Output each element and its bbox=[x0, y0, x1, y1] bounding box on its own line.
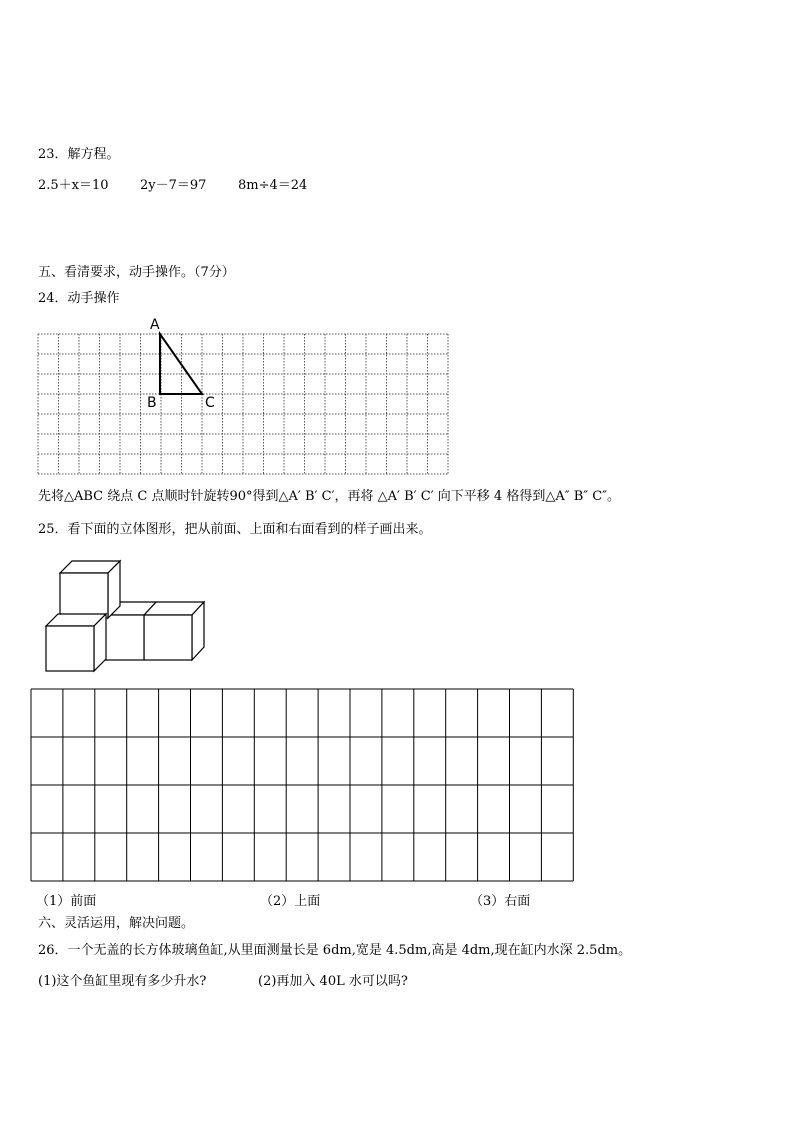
section6-heading: 六、灵活运用，解决问题。 bbox=[38, 916, 195, 931]
equation-3: 8m÷4＝24 bbox=[238, 178, 308, 193]
rotation-grid bbox=[30, 328, 450, 478]
q26-title: 26．一个无盖的长方体玻璃鱼缸,从里面测量长是 6dm,宽是 4.5dm,高是 4dm,现在缸内水深 2.5dm。 bbox=[38, 943, 632, 958]
answer-grid bbox=[30, 688, 575, 883]
point-a-label: A bbox=[150, 317, 160, 333]
point-b-label: B bbox=[147, 395, 157, 411]
q24-title: 24．动手操作 bbox=[38, 291, 120, 306]
cube-figure bbox=[44, 558, 214, 683]
equation-1: 2.5＋x＝10 bbox=[38, 178, 109, 193]
q24-instruction: 先将△ABC 绕点 C 点顺时针旋转90°得到△A′ B′ C′，再将 △A′ B′ C′ 向下平移 4 格得到△A″ B″ C″。 bbox=[38, 489, 621, 504]
q26-sub2: (2)再加入 40L 水可以吗? bbox=[258, 974, 408, 989]
q23-title: 23．解方程。 bbox=[38, 147, 120, 162]
q25-title: 25．看下面的立体图形，把从前面、上面和右面看到的样子画出来。 bbox=[38, 522, 432, 537]
section5-heading: 五、看清要求，动手操作。（7分） bbox=[38, 265, 235, 280]
point-c-label: C bbox=[205, 395, 215, 411]
q26-sub1: (1)这个鱼缸里现有多少升水? bbox=[38, 974, 207, 989]
caption-front: （1）前面 bbox=[36, 894, 97, 909]
caption-top: （2）上面 bbox=[260, 894, 321, 909]
caption-right: （3）右面 bbox=[470, 894, 531, 909]
equation-2: 2y－7＝97 bbox=[140, 178, 207, 193]
